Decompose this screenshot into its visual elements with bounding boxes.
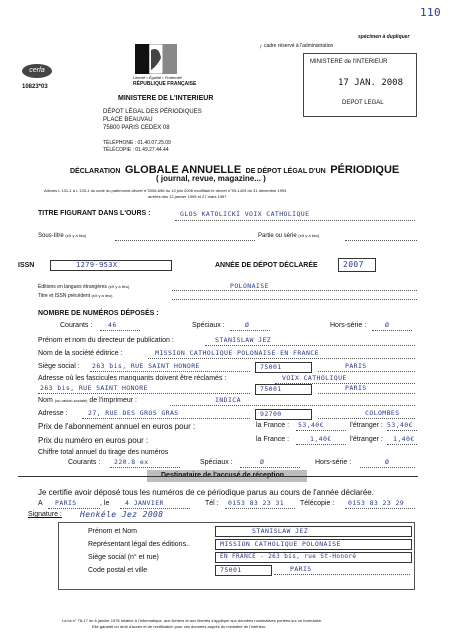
ministry-address: DÉPOT LÉGAL DES PÉRIODIQUES PLACE BEAUVAU 75800 PARIS CEDEX 08 <box>103 109 202 131</box>
republic-name: RÉPUBLIQUE FRANÇAISE <box>133 81 197 87</box>
ar-repr-label: Représentant légal des éditions.. <box>88 541 190 548</box>
form-title: DÉCLARATION GLOBALE ANNUELLE DE DÉPOT LÉGAL D'UN PÉRIODIQUE <box>70 164 400 176</box>
destinataire-title: Destinataire de l'accusé de réception <box>161 472 285 479</box>
prix-num-etranger-field[interactable]: 1,40€ <box>393 435 415 443</box>
titre-label: TITRE FIGURANT DANS L'OURS : <box>38 210 151 217</box>
prix-abo-etranger-field[interactable]: 53,40€ <box>387 421 413 429</box>
ar-repr-field[interactable]: MISSION CATHOLIQUE POLONAISE <box>215 539 412 550</box>
soustitre-label: Sous-titre (s'il y a lieu) <box>38 233 87 239</box>
imprimeur-adresse-label: Adresse : <box>38 410 68 417</box>
societe-field[interactable]: MISSION CATHOLIQUE POLONAISE EN FRANCE <box>155 349 319 357</box>
siege-ville-field[interactable]: PARIS <box>345 362 367 370</box>
adresse-field-1[interactable]: VOIX CATHOLIQUE <box>282 374 347 382</box>
siege-label: Siège social : <box>38 363 80 370</box>
chiffre-hors-field[interactable]: Ø <box>385 458 390 466</box>
speciaux-field[interactable]: Ø <box>245 321 250 329</box>
adresse-field-2[interactable]: 263 bis, RUE SAINT HONORE <box>40 384 148 392</box>
legal-articles: Articles L 131-1 à L 133-1 du code du patrimoine-décret n°2006-696 du 13 juin 2006 modifiant le décret n°93-1429 du 31 décembre 1993 <box>44 188 287 193</box>
ar-prenom-label: Prénom et Nom <box>88 528 138 535</box>
speciaux-label: Spéciaux : <box>192 322 225 329</box>
annee-label: ANNÉE DE DÉPOT DÉCLARÉE <box>215 262 318 269</box>
editions-field[interactable]: POLONAISE <box>230 282 269 290</box>
issn-field[interactable]: 1279-953X <box>50 260 172 271</box>
horsserie-label: Hors-série : <box>330 322 367 329</box>
imprimeur-cp-field[interactable]: 92700 <box>255 409 312 420</box>
certification-text: Je certifie avoir déposé tous les numéros de ce périodique parus au cours de l'année déclarée. <box>38 488 374 497</box>
partie-label: Partie ou série (s'il y a lieu) <box>258 233 320 239</box>
editions-label: Éditions en langues étrangères (s'il y a lieu) <box>38 284 130 290</box>
cerfa-logo: cerfa <box>22 64 52 78</box>
chiffre-label: Chiffre total annuel du tirage des numéros <box>38 449 169 456</box>
prix-abo-france-label: la France : <box>256 422 290 429</box>
adresse-cp-field[interactable]: 75001 <box>255 384 312 395</box>
marianne-logo <box>135 44 185 74</box>
stamp-depot: DEPOT LEGAL <box>342 100 384 106</box>
form-subtitle: ( journal, revue, magazine... ) <box>156 174 266 183</box>
ar-cp-field[interactable]: 75001 <box>215 565 272 576</box>
footer-rights: Elle garantit un droit d'accès et de rectification pour ces données auprès du ministère de l'intérieur. <box>92 624 267 629</box>
ministry-contacts: TÉLÉPHONE : 01.40.07.25.09 TÉLÉCOPIE : 01.49.27.44.44 <box>103 140 171 153</box>
courants-field[interactable]: 46 <box>108 321 117 329</box>
directeur-label: Prénom et nom du directeur de publication : <box>38 337 174 344</box>
specimen-note: spécimen à dupliquer <box>358 34 410 40</box>
fax-field[interactable]: 0153 83 23 29 <box>348 499 405 507</box>
numeros-header: NOMBRE DE NUMÉROS DÉPOSÉS : <box>38 310 159 317</box>
lieu-field[interactable]: PARIS <box>55 499 77 507</box>
signature-label: Signature : <box>28 511 62 518</box>
prix-num-france-label: la France : <box>256 436 290 443</box>
stamp-ministry: MINISTERE de l'INTERIEUR <box>310 59 388 65</box>
ar-siege-label: Siège social (n° et rue) <box>88 554 159 561</box>
legal-arretes: arrêtés des 12 janvier 1995 et 27 mars 1997 <box>148 194 227 199</box>
chiffre-hors-label: Hors-série : <box>315 459 352 466</box>
directeur-field[interactable]: STANISLAW JEZ <box>215 336 272 344</box>
tel-label: Tél : <box>205 500 219 507</box>
courants-label: Courants : <box>60 322 93 329</box>
societe-label: Nom de la société éditrice : <box>38 350 123 357</box>
annee-field[interactable]: 2007 <box>338 258 376 272</box>
lieu-label: A <box>38 500 43 507</box>
imprimeur-adresse-field[interactable]: 27, RUE DES GROS GRAS <box>88 409 179 417</box>
chiffre-courants-label: Courants : <box>68 459 101 466</box>
adresse-label: Adresse où les fascicules manquants doivent être réclamés : <box>38 375 227 382</box>
margin-number: 110 <box>420 6 442 19</box>
republic-motto: Liberté • Égalité • Fraternité <box>133 75 182 80</box>
date-field[interactable]: 4 JANVIER <box>125 499 164 507</box>
ar-siege-field[interactable]: EN FRANCE - 263 bis, rue St-Honoré <box>215 552 412 563</box>
signature[interactable]: Henkéle Jez 2008 <box>80 510 164 519</box>
prix-abo-label: Prix de l'abonnement annuel en euros pour : <box>38 422 196 431</box>
le-label: , le <box>100 500 110 507</box>
prix-abo-france-field[interactable]: 53,40€ <box>298 421 324 429</box>
chiffre-courants-field[interactable]: 220.8 ex <box>114 458 149 466</box>
siege-field[interactable]: 263 bis, RUE SAINT HONORE <box>92 362 200 370</box>
adresse-ville-field[interactable]: PARIS <box>345 384 367 392</box>
prix-num-france-field[interactable]: 1,40€ <box>310 435 332 443</box>
cerfa-number: 10823*03 <box>22 84 48 90</box>
titre-field[interactable]: GLOS KATOLICKI VOIX CATHOLIQUE <box>180 210 310 218</box>
ar-cp-label: Code postal et ville <box>88 567 148 574</box>
tel-field[interactable]: 0153 83 23 31 <box>228 499 285 507</box>
chiffre-speciaux-label: Spéciaux : <box>200 459 233 466</box>
siege-cp-field[interactable]: 75001 <box>255 362 312 373</box>
fax-label: Télécopie : <box>300 500 335 507</box>
admin-frame-label: ┌ cadre réservé à l'administration <box>259 43 334 49</box>
chiffre-speciaux-field[interactable]: Ø <box>260 458 265 466</box>
ar-prenom-field[interactable]: STANISLAW JEZ <box>215 526 412 537</box>
footer-law: La loi n° 78-17 du 6 janvier 1978 relative à l'informatique, aux fichiers et aux libertés s'applique aux données nominatives portées sur ce formulaire. <box>62 618 323 623</box>
prix-num-label: Prix du numéro en euros pour : <box>38 436 149 445</box>
imprimeur-label: Nom (ou raison sociale) de l'imprimeur : <box>38 397 138 404</box>
horsserie-field[interactable]: Ø <box>385 321 390 329</box>
ar-ville-field[interactable]: PARIS <box>290 565 312 573</box>
imprimeur-ville-field[interactable]: COLOMBES <box>365 409 400 417</box>
issn-label: ISSN <box>18 262 35 269</box>
imprimeur-field[interactable]: INDICA <box>215 396 241 404</box>
stamp-date: 17 JAN. 2008 <box>338 78 404 88</box>
prix-abo-etranger-label: l'étranger : <box>350 422 383 429</box>
ministry-name: MINISTERE DE L'INTERIEUR <box>118 95 214 102</box>
ancien-label: Titre et ISSN précédent (s'il y a lieu) <box>38 293 113 299</box>
prix-num-etranger-label: l'étranger : <box>350 436 383 443</box>
reception-stamp <box>303 53 417 117</box>
